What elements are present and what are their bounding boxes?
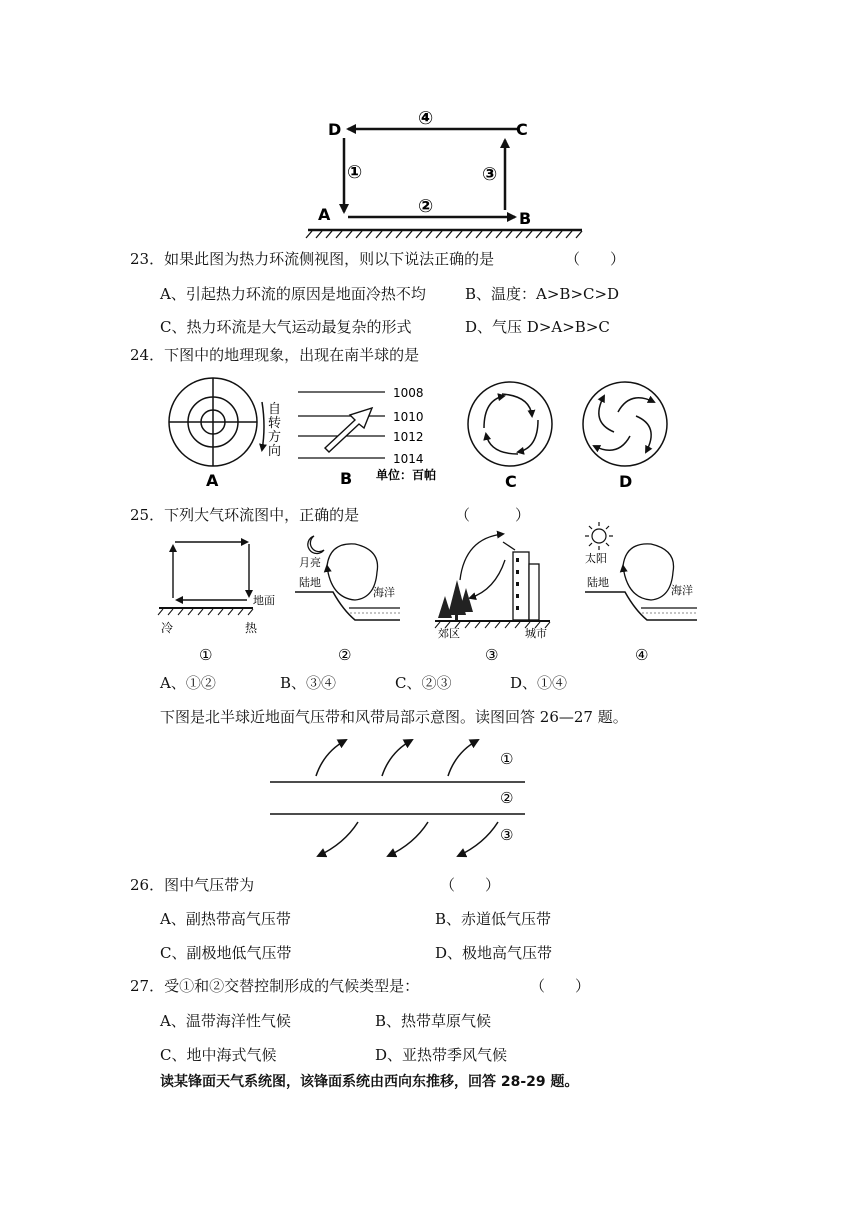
q25-option-c: C、②③ [395,674,452,692]
figure-b-label: B [340,469,353,488]
label-A: A [318,205,331,224]
moon-icon [308,536,324,554]
intro-28-29: 读某锋面天气系统图，该锋面系统由西向东推移，回答 28-29 题。 [160,1074,579,1090]
q25-figures [155,520,715,668]
svg-text:热: 热 [245,621,258,635]
svg-text:地面: 地面 [253,594,275,607]
svg-text:月亮: 月亮 [299,556,321,569]
q23-option-d: D、气压 D>A>B>C [465,318,610,336]
rotation-arrow-icon [262,402,264,450]
svg-text:自: 自 [268,402,282,417]
q25-option-b: B、③④ [280,674,337,692]
q26-answer-paren: （ ） [440,876,501,894]
label-arrow-2: ② [418,196,434,217]
svg-text:1008: 1008 [393,386,424,400]
figure-3-label: ③ [485,646,499,664]
wind-arrow-icon [325,408,372,452]
q27-option-a: A、温带海洋性气候 [160,1012,291,1030]
figure-b-isobars [298,392,385,458]
svg-text:冷: 冷 [161,621,174,635]
svg-text:陆地: 陆地 [587,576,609,589]
thermal-circulation-diagram [300,100,590,240]
label-B: B [519,209,532,228]
figure-c-label: C [505,472,517,490]
tree-icon [438,580,473,620]
q26-option-c: C、副极地低气压带 [160,944,292,962]
q26-stem: 26．图中气压带为 [130,876,255,894]
svg-text:1012: 1012 [393,430,424,444]
svg-text:方: 方 [268,430,282,445]
svg-text:转: 转 [268,416,282,431]
svg-text:1014: 1014 [393,452,424,466]
q25-option-a: A、①② [160,674,216,692]
q24-stem: 24．下图中的地理现象，出现在南半球的是 [130,346,420,364]
svg-text:海洋: 海洋 [671,584,693,597]
q23-option-b: B、温度：A>B>C>D [465,285,620,303]
label-arrow-3: ③ [482,164,498,185]
q25-option-d: D、①④ [510,674,568,692]
svg-text:向: 向 [268,444,282,459]
building-icon [513,552,529,620]
svg-text:郊区: 郊区 [438,627,460,640]
figure-2-label: ② [338,646,352,664]
figure-b-unit: 单位：百帕 [376,468,437,482]
svg-text:太阳: 太阳 [585,552,607,565]
q26-option-b: B、赤道低气压带 [435,910,552,928]
svg-text:陆地: 陆地 [299,576,321,589]
q26-option-a: A、副热带高气压带 [160,910,291,928]
figure-1-label: ① [199,646,213,664]
q23-answer-paren: （ ） [565,250,626,268]
label-C: C [516,120,528,139]
figure-1-rectangle-circulation [159,542,253,608]
q23-option-c: C、热力环流是大气运动最复杂的形式 [160,318,412,336]
figure-a-label: A [206,471,219,490]
svg-text:海洋: 海洋 [373,586,395,599]
q25-answer-paren: （ ） [455,506,531,524]
figure-c-cyclone [468,382,552,466]
q25-stem: 25．下列大气环流图中，正确的是 [130,506,360,524]
belt-label-2: ② [500,789,514,807]
q24-figures [160,372,680,490]
svg-text:1010: 1010 [393,410,424,424]
q23-stem: 23．如果此图为热力环流侧视图，则以下说法正确的是 [130,250,495,268]
q27-stem: 27．受①和②交替控制形成的气候类型是： [130,977,420,995]
belt-label-1: ① [500,750,514,768]
intro-26-27: 下图是北半球近地面气压带和风带局部示意图。读图回答 26—27 题。 [160,708,628,726]
q23-option-a: A、引起热力环流的原因是地面冷热不均 [160,285,426,303]
sun-icon [585,522,613,550]
q27-answer-paren: （ ） [530,977,591,995]
q27-option-b: B、热带草原气候 [375,1012,492,1030]
label-D: D [328,120,342,139]
figure-d-anticyclone [583,382,667,466]
belt-label-3: ③ [500,826,514,844]
svg-text:城市: 城市 [525,627,547,640]
q26-option-d: D、极地高气压带 [435,944,553,962]
figure-d-label: D [619,472,633,490]
figure-a-polar-view [169,378,257,466]
q27-option-c: C、地中海式气候 [160,1046,277,1064]
q27-option-d: D、亚热带季风气候 [375,1046,508,1064]
pressure-wind-belt-diagram [270,732,525,864]
label-arrow-4: ④ [418,108,434,129]
figure-4-label: ④ [635,646,649,664]
label-arrow-1: ① [347,162,363,183]
